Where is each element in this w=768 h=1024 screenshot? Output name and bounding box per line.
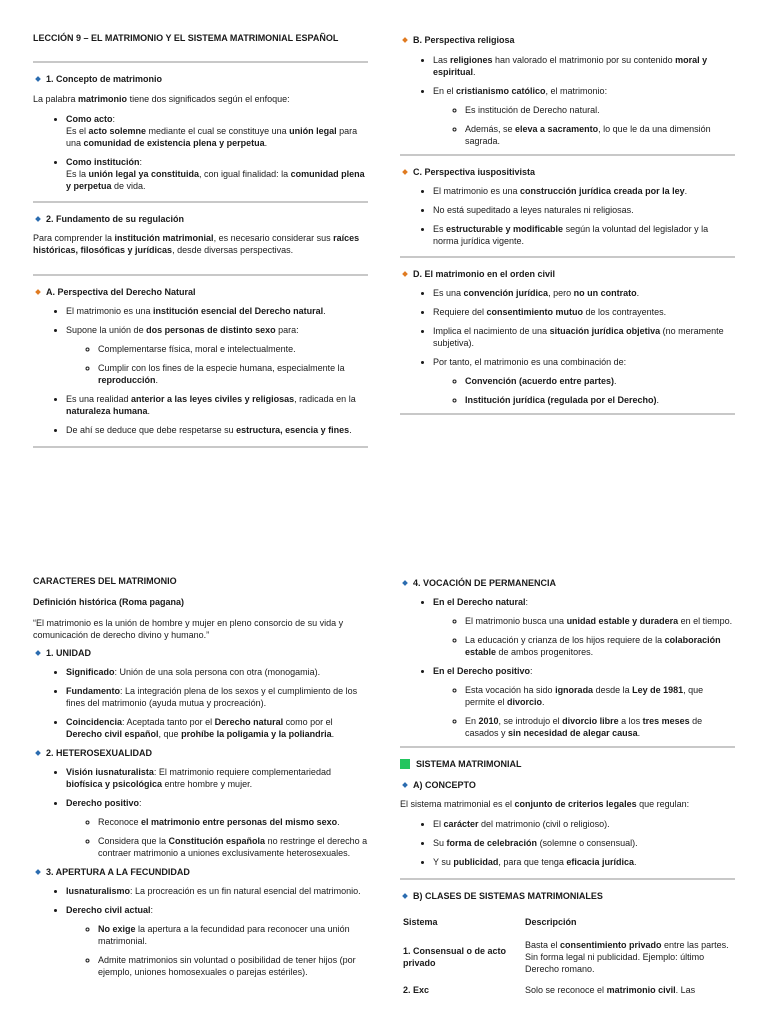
list-item: ◦ Reconoce el matrimonio entre personas del mismo sexo.	[98, 816, 368, 828]
section-heading: A. Perspectiva del Derecho Natural	[33, 286, 368, 298]
section-heading: 4. VOCACIÓN DE PERMANENCIA	[400, 577, 735, 589]
bullet-list	[400, 287, 735, 406]
list-item: • No está supeditado a leyes naturales ni religiosas.	[433, 204, 735, 216]
divider	[33, 201, 368, 203]
list-item: • El matrimonio es una construcción jurídica creada por la ley.	[433, 185, 735, 197]
list-item: • Es una convención jurídica, pero no un contrato.	[433, 287, 735, 299]
diamond-bullet-icon	[35, 289, 41, 295]
section-heading: 1. Concepto de matrimonio	[33, 73, 368, 85]
divider	[33, 61, 368, 63]
list-item: • El matrimonio es una institución esencial del Derecho natural.	[66, 305, 368, 317]
bullet-list	[400, 596, 735, 739]
list-item: ◦ Complementarse física, moral e intelectualmente.	[98, 343, 368, 355]
paragraph: Para comprender la institución matrimonial, es necesario considerar sus raíces históricas, filosóficas y jurídicas, desde diversas perspectivas.	[33, 233, 360, 255]
section-heading: B. Perspectiva religiosa	[400, 34, 735, 46]
sub-list	[433, 615, 735, 658]
diamond-bullet-icon	[35, 750, 41, 756]
list-item: • Requiere del consentimiento mutuo de los contrayentes.	[433, 306, 735, 318]
green-square-icon	[400, 759, 410, 769]
list-item: • Como acto: Es el acto solemne mediante el cual se constituye una unión legal para una comunidad de existencia plena y perpetua.	[66, 113, 368, 149]
sub-list	[66, 923, 368, 978]
table-row	[400, 980, 735, 1004]
diamond-bullet-icon	[35, 869, 41, 875]
diamond-bullet-icon	[402, 37, 408, 43]
page2-left-column	[33, 575, 368, 985]
table-cell: Basta el consentimiento privado entre las partes. Sin forma legal ni publicidad. Ejemplo: último Derecho romano.	[525, 940, 729, 974]
sub-list	[433, 684, 735, 739]
divider	[400, 413, 735, 415]
paragraph: La palabra matrimonio tiene dos significados según el enfoque:	[33, 94, 290, 104]
definition-heading: Definición histórica (Roma pagana)	[33, 597, 185, 607]
diamond-bullet-icon	[402, 893, 408, 899]
page1-right-column	[400, 34, 735, 415]
list-item: • Visión iusnaturalista: El matrimonio requiere complementariedad biofísica y psicológica entre hombre y mujer.	[66, 766, 368, 790]
bullet-list	[33, 666, 368, 740]
list-item: • En el Derecho natural: ◦ El matrimonio busca una unidad estable y duradera en el tiempo. ◦ La educación y crianza de los hijos requiere de la colaboración estable de ambos progenitores.	[433, 596, 735, 658]
page2-right-column	[400, 577, 735, 1004]
list-item: • Su forma de celebración (solemne o consensual).	[433, 837, 735, 849]
diamond-bullet-icon	[402, 580, 408, 586]
section-heading: SISTEMA MATRIMONIAL	[400, 758, 735, 770]
subsection-heading: B) CLASES DE SISTEMAS MATRIMONIALES	[400, 890, 735, 902]
systems-table	[400, 910, 735, 1004]
list-item: ◦ Cumplir con los fines de la especie humana, especialmente la reproducción.	[98, 362, 368, 386]
page-title: CARACTERES DEL MATRIMONIO	[33, 576, 177, 586]
divider	[400, 256, 735, 258]
diamond-bullet-icon	[35, 216, 41, 222]
list-item: • Derecho positivo: ◦ Reconoce el matrimonio entre personas del mismo sexo. ◦ Considera que la Constitución española no restringe el derecho a contraer matrimonio a uniones exclusivamente heterosexuales.	[66, 797, 368, 859]
paragraph: El sistema matrimonial es el conjunto de criterios legales que regulan:	[400, 799, 690, 809]
list-item: ◦ La educación y crianza de los hijos requiere de la colaboración estable de ambos progenitores.	[465, 634, 735, 658]
list-item: • El carácter del matrimonio (civil o religioso).	[433, 818, 735, 830]
list-item: • De ahí se deduce que debe respetarse su estructura, esencia y fines.	[66, 424, 368, 436]
list-item: ◦ Considera que la Constitución española no restringe el derecho a contraer matrimonio a uniones exclusivamente heterosexuales.	[98, 835, 368, 859]
table-row	[400, 934, 735, 980]
list-item: ◦ Admite matrimonios sin voluntad o posibilidad de tener hijos (por ejemplo, uniones homosexuales o parejas estériles).	[98, 954, 368, 978]
list-item: • En el cristianismo católico, el matrimonio: ◦ Es institución de Derecho natural. ◦ Además, se eleva a sacramento, lo que le da una dimensión sagrada.	[433, 85, 735, 147]
list-item: ◦ Institución jurídica (regulada por el Derecho).	[465, 394, 735, 406]
table-cell: 1. Consensual o de acto privado	[403, 946, 507, 968]
bullet-list	[33, 766, 368, 859]
definition-quote: “El matrimonio es la unión de hombre y mujer en pleno consorcio de su vida y comunicación de derecho divino y humano.”	[33, 618, 344, 640]
section-heading: C. Perspectiva iuspositivista	[400, 166, 735, 178]
list-item: • Como institución: Es la unión legal ya constituida, con igual finalidad: la comunidad plena y perpetua de vida.	[66, 156, 368, 192]
list-item: • Implica el nacimiento de una situación jurídica objetiva (no meramente subjetiva).	[433, 325, 735, 349]
list-item: • Por tanto, el matrimonio es una combinación de: ◦ Convención (acuerdo entre partes). ◦ Institución jurídica (regulada por el Derecho).	[433, 356, 735, 406]
list-item: ◦ En 2010, se introdujo el divorcio libre a los tres meses de casados y sin necesidad de alegar causa.	[465, 715, 735, 739]
divider	[400, 878, 735, 880]
divider	[400, 746, 735, 748]
list-item: ◦ Además, se eleva a sacramento, lo que le da una dimensión sagrada.	[465, 123, 735, 147]
list-item: • Supone la unión de dos personas de distinto sexo para: ◦ Complementarse física, moral e intelectualmente. ◦ Cumplir con los fines de la especie humana, especialmente la reproducción.	[66, 324, 368, 386]
bullet-list	[33, 305, 368, 436]
sub-list	[66, 343, 368, 386]
diamond-bullet-icon	[402, 271, 408, 277]
table-cell: 2. Exc	[403, 985, 430, 995]
list-item: ◦ Es institución de Derecho natural.	[465, 104, 735, 116]
table-cell: Solo se reconoce el matrimonio civil. Las	[525, 985, 696, 995]
list-item: • Fundamento: La integración plena de los sexos y el cumplimiento de los fines del matrimonio (ayuda mutua y procreación).	[66, 685, 368, 709]
document-title: LECCIÓN 9 – EL MATRIMONIO Y EL SISTEMA MATRIMONIAL ESPAÑOL	[33, 33, 339, 43]
list-item: • Derecho civil actual: ◦ No exige la apertura a la fecundidad para reconocer una unión matrimonial. ◦ Admite matrimonios sin voluntad o posibilidad de tener hijos (por ejemplo, uniones homosexuales o parejas estériles).	[66, 904, 368, 978]
list-item: • Coincidencia: Aceptada tanto por el Derecho natural como por el Derecho civil español, que prohíbe la poligamia y la poliandria.	[66, 716, 368, 740]
sub-list	[66, 816, 368, 859]
section-heading: 2. HETEROSEXUALIDAD	[33, 747, 368, 759]
section-heading: 2. Fundamento de su regulación	[33, 213, 368, 225]
diamond-bullet-icon	[402, 169, 408, 175]
column-header: Descripción	[525, 917, 577, 927]
list-item: ◦ No exige la apertura a la fecundidad para reconocer una unión matrimonial.	[98, 923, 368, 947]
list-item: ◦ Convención (acuerdo entre partes).	[465, 375, 735, 387]
section-heading: 1. UNIDAD	[33, 647, 368, 659]
section-heading: D. El matrimonio en el orden civil	[400, 268, 735, 280]
diamond-bullet-icon	[35, 76, 41, 82]
sub-list	[433, 375, 735, 406]
section-heading: 3. APERTURA A LA FECUNDIDAD	[33, 866, 368, 878]
divider	[400, 154, 735, 156]
list-item: • Es una realidad anterior a las leyes civiles y religiosas, radicada en la naturaleza humana.	[66, 393, 368, 417]
subsection-heading: A) CONCEPTO	[400, 779, 735, 791]
page1-left-column	[33, 32, 368, 448]
list-item: • En el Derecho positivo: ◦ Esta vocación ha sido ignorada desde la Ley de 1981, que permite el divorcio. ◦ En 2010, se introdujo el divorcio libre a los tres meses de casados y sin necesidad de alegar causa.	[433, 665, 735, 739]
bullet-list	[400, 54, 735, 147]
list-item: • Las religiones han valorado el matrimonio por su contenido moral y espiritual.	[433, 54, 735, 78]
sub-list	[433, 104, 735, 147]
bullet-list	[400, 818, 735, 868]
list-item: ◦ El matrimonio busca una unidad estable y duradera en el tiempo.	[465, 615, 735, 627]
list-item: ◦ Esta vocación ha sido ignorada desde la Ley de 1981, que permite el divorcio.	[465, 684, 735, 708]
list-item: • Significado: Unión de una sola persona con otra (monogamia).	[66, 666, 368, 678]
divider	[33, 274, 368, 276]
bullet-list	[400, 185, 735, 247]
diamond-bullet-icon	[35, 650, 41, 656]
column-header: Sistema	[403, 917, 438, 927]
divider	[33, 446, 368, 448]
table-header-row	[400, 910, 735, 934]
bullet-list	[33, 113, 368, 192]
bullet-list	[33, 885, 368, 978]
diamond-bullet-icon	[402, 782, 408, 788]
list-item: • Y su publicidad, para que tenga eficacia jurídica.	[433, 856, 735, 868]
list-item: • Es estructurable y modificable según la voluntad del legislador y la norma jurídica vigente.	[433, 223, 735, 247]
list-item: • Iusnaturalismo: La procreación es un fin natural esencial del matrimonio.	[66, 885, 368, 897]
